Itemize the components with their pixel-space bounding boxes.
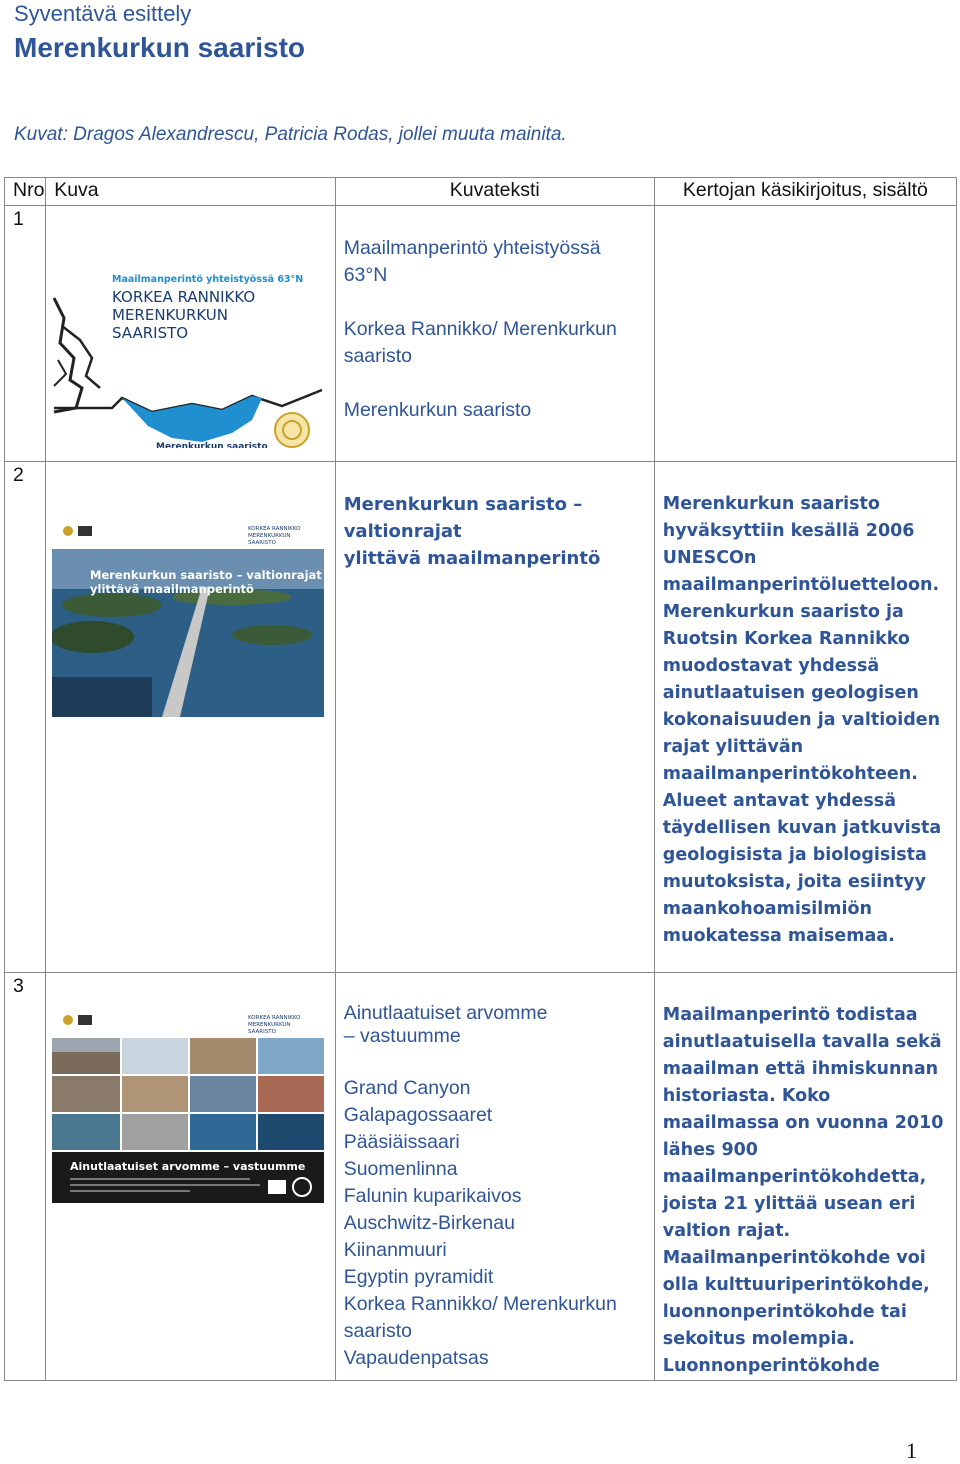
slide3-logo-line3: SAARISTO — [248, 1029, 277, 1035]
list-item: Egyptin pyramidit — [343, 1266, 494, 1288]
slide-image-cell — [46, 462, 336, 973]
slide2-overlay-line2: ylittävä maailmanperintö — [90, 582, 255, 596]
slide3-logo-line1: KORKEA RANNIKKO — [248, 1015, 301, 1021]
script-text — [663, 464, 948, 950]
unesco-emblem-icon — [275, 413, 309, 447]
header-script: Kertojan käsikirjoitus, sisältö — [654, 178, 956, 206]
page-title: Merenkurkun saaristo — [14, 32, 305, 63]
caption-line: Korkea Rannikko/ Merenkurkun — [343, 318, 617, 340]
slide-image-cell — [46, 206, 336, 462]
table-row — [5, 462, 957, 973]
script-line: Merenkurkun saaristo — [662, 494, 880, 514]
caption-line: 63°N — [343, 264, 388, 286]
slide2-logo-line1: KORKEA RANNIKKO — [248, 526, 301, 532]
row-number: 1 — [5, 206, 46, 462]
slide1-line1: KORKEA RANNIKKO — [112, 288, 256, 306]
caption-cell — [335, 973, 654, 1381]
caption-line: valtionrajat — [343, 521, 462, 542]
script-line: maankohoamisilmiön — [662, 899, 872, 919]
caption-title-line: Ainutlaatuiset arvomme — [343, 1002, 548, 1024]
slide2-logo-line3: SAARISTO — [248, 540, 277, 546]
script-line: geologisista ja biologisista — [662, 845, 927, 865]
unesco-emblem-icon — [63, 526, 73, 536]
script-line: Luonnonperintökohde — [662, 1356, 880, 1376]
heritage-site-list — [344, 1075, 646, 1372]
script-line: UNESCOn — [662, 548, 757, 568]
table-row — [5, 206, 957, 462]
unesco-temple-icon — [78, 1015, 92, 1025]
header-kuva: Kuva — [46, 178, 336, 206]
script-line: muodostavat yhdessä — [662, 656, 880, 676]
script-line: luonnonperintökohde tai — [662, 1302, 907, 1322]
caption-line: Merenkurkun saaristo – — [343, 494, 583, 515]
list-item: Suomenlinna — [343, 1158, 458, 1180]
photo-collage — [52, 1038, 324, 1150]
list-item: saaristo — [343, 1320, 412, 1342]
unesco-temple-icon — [268, 1180, 286, 1194]
slide3-logo-line2: MERENKURKUN — [248, 1022, 291, 1028]
script-line: muutoksista, joita esiintyy — [662, 872, 926, 892]
script-line: Ruotsin Korkea Rannikko — [662, 629, 910, 649]
row-number: 2 — [5, 462, 46, 973]
list-item: Korkea Rannikko/ Merenkurkun — [343, 1293, 617, 1315]
photo-credits: Kuvat: Dragos Alexandrescu, Patricia Rodas, jollei muuta mainita. — [14, 124, 567, 145]
script-line: olla kulttuuriperintökohde, — [662, 1275, 930, 1295]
slide-thumbnail-3 — [52, 1008, 324, 1203]
script-line: maailman että ihmiskunnan — [662, 1059, 939, 1079]
script-text — [663, 975, 948, 1380]
unesco-temple-icon — [78, 526, 92, 536]
script-line: Maailmanperintökohde voi — [662, 1248, 926, 1268]
list-item: Galapagossaaret — [343, 1104, 493, 1126]
caption-line: Merenkurkun saaristo — [343, 399, 532, 421]
slide1-footer: Merenkurkun saaristo — [156, 442, 268, 448]
caption-line: Maailmanperintö yhteistyössä — [343, 237, 601, 259]
slide3-banner: Ainutlaatuiset arvomme – vastuumme — [70, 1160, 306, 1173]
script-line: Maailmanperintö todistaa — [662, 1005, 918, 1025]
header-kuvateksti: Kuvateksti — [335, 178, 654, 206]
slide2-overlay-line1: Merenkurkun saaristo – valtionrajat — [90, 568, 322, 582]
script-line: lähes 900 — [662, 1140, 758, 1160]
caption-title-line: – vastuumme — [343, 1025, 461, 1047]
row-number: 3 — [5, 973, 46, 1381]
slide1-subtitle: Maailmanperintö yhteistyössä 63°N — [112, 274, 304, 285]
list-item: Auschwitz-Birkenau — [343, 1212, 515, 1234]
script-line: ainutlaatuisen geologisen — [662, 683, 919, 703]
caption-line: ylittävä maailmanperintö — [343, 548, 601, 569]
list-item: Grand Canyon — [343, 1077, 471, 1099]
slide-thumbnail-1 — [52, 248, 324, 448]
slide-image-cell — [46, 973, 336, 1381]
script-line: hyväksyttiin kesällä 2006 — [662, 521, 915, 541]
script-line: sekoitus molempia. — [662, 1329, 855, 1349]
caption-cell — [335, 206, 654, 462]
script-line: maailmanperintöluetteloon. — [662, 575, 940, 595]
script-line: maailmassa on vuonna 2010 — [662, 1113, 944, 1133]
slide1-line3: SAARISTO — [112, 324, 189, 342]
caption-cell — [335, 462, 654, 973]
script-line: Alueet antavat yhdessä — [662, 791, 897, 811]
slide1-line2: MERENKURKUN — [112, 306, 229, 324]
script-line: Merenkurkun saaristo ja — [662, 602, 904, 622]
script-cell — [654, 462, 956, 973]
script-line: rajat ylittävän — [662, 737, 804, 757]
script-cell — [654, 973, 956, 1381]
script-line: historiasta. Koko — [662, 1086, 831, 1106]
slide-thumbnail-2 — [52, 517, 324, 717]
pre-title: Syventävä esittely — [14, 1, 192, 26]
script-line: joista 21 ylittää usean eri — [662, 1194, 916, 1214]
slide2-logo-line2: MERENKURKUN — [248, 533, 291, 539]
script-cell — [654, 206, 956, 462]
script-line: muokatessa maisemaa. — [662, 926, 895, 946]
table-header-row — [5, 178, 957, 206]
script-line: täydellisen kuvan jatkuvista — [662, 818, 942, 838]
list-item: Pääsiäissaari — [343, 1131, 460, 1153]
unesco-emblem-icon — [63, 1015, 73, 1025]
list-item: Falunin kuparikaivos — [343, 1185, 522, 1207]
list-item: Kiinanmuuri — [343, 1239, 447, 1261]
script-line: maailmanperintökohteen. — [662, 764, 918, 784]
script-table — [4, 177, 957, 1381]
script-line: maailmanperintökohdetta, — [662, 1167, 927, 1187]
script-line: kokonaisuuden ja valtioiden — [662, 710, 941, 730]
caption-line: saaristo — [343, 345, 412, 367]
page-number: 1 — [906, 1438, 917, 1463]
script-line: ainutlaatuisella tavalla sekä — [662, 1032, 942, 1052]
list-item: Vapaudenpatsas — [343, 1347, 489, 1369]
script-line: valtion rajat. — [662, 1221, 791, 1241]
header-nro: Nro — [5, 178, 46, 206]
table-row — [5, 973, 957, 1381]
